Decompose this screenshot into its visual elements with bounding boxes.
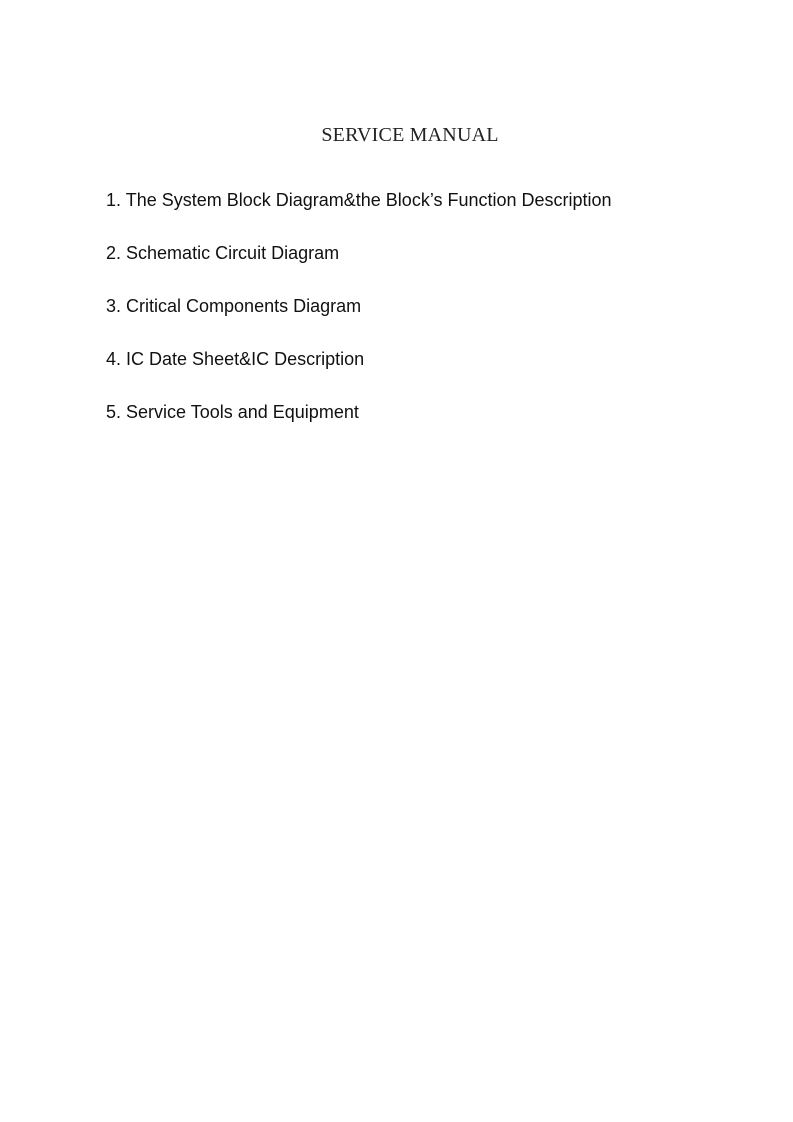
toc-item-text: The System Block Diagram&the Block’s Function Description [125,190,612,210]
toc-item-4 [106,346,612,399]
table-of-contents [106,187,612,452]
toc-item-number: 1. [106,190,122,210]
toc-item-number: 5. [106,402,122,422]
toc-item-text: Critical Components Diagram [126,296,362,316]
page-title: SERVICE MANUAL [321,124,499,146]
toc-item-2 [106,240,612,293]
toc-item-5 [106,399,612,452]
toc-item-3 [106,293,612,346]
toc-item-number: 2. [106,243,122,263]
toc-item-text: Service Tools and Equipment [126,402,359,422]
toc-item-1 [106,187,612,240]
toc-item-text: IC Date Sheet&IC Description [126,349,365,369]
toc-item-number: 3. [106,296,122,316]
toc-item-number: 4. [106,349,122,369]
toc-item-text: Schematic Circuit Diagram [126,243,340,263]
